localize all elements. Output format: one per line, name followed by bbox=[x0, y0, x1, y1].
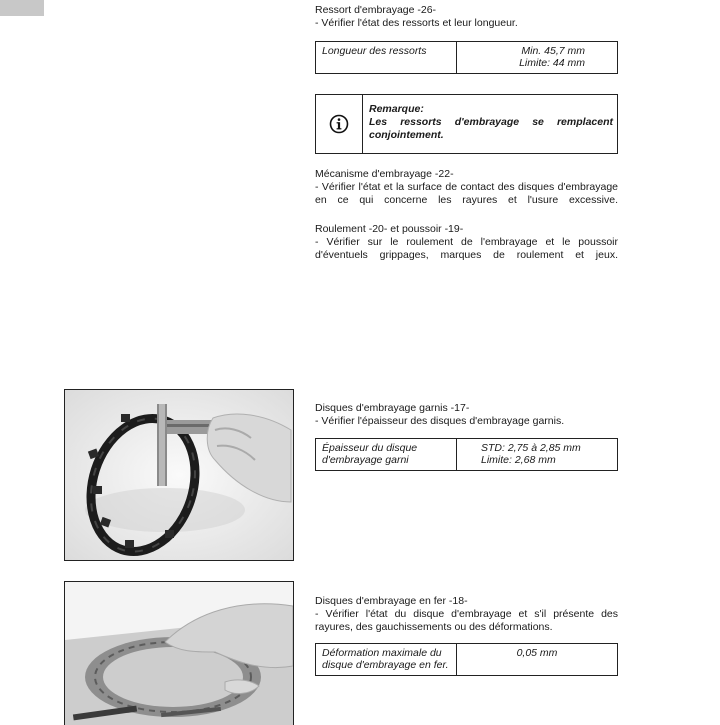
springs-section bbox=[315, 4, 618, 30]
remark-line-1: Les ressorts d'embrayage se remplacent bbox=[369, 116, 613, 128]
lined-discs-spec-label bbox=[316, 439, 457, 471]
iron-disc-photo bbox=[64, 581, 294, 725]
lined-discs-spec-table bbox=[315, 438, 618, 471]
springs-heading: Ressort d'embrayage -26- bbox=[315, 4, 437, 16]
page-corner-tab bbox=[0, 0, 44, 16]
lined-discs-spec-label-2: d'embrayage garni bbox=[322, 454, 409, 466]
iron-discs-spec-value: 0,05 mm bbox=[457, 644, 618, 676]
remark-box bbox=[315, 94, 618, 154]
iron-discs-spec-label-1: Déformation maximale du bbox=[322, 647, 442, 659]
mechanism-line-2: en ce qui concerne les rayures et l'usure excessive. bbox=[315, 194, 618, 206]
bearing-line-1: - Vérifier sur le roulement de l'embrayage et le poussoir bbox=[315, 236, 618, 248]
iron-discs-line-2: rayures, des gauchissements ou des déformations. bbox=[315, 621, 553, 633]
springs-spec-label: Longueur des ressorts bbox=[316, 42, 457, 74]
remark-line-2: conjointement. bbox=[369, 129, 444, 141]
lined-discs-instruction: - Vérifier l'épaisseur des disques d'embrayage garnis. bbox=[315, 415, 565, 427]
iron-discs-section bbox=[315, 595, 618, 634]
lined-discs-spec-values bbox=[457, 439, 618, 471]
lined-discs-heading: Disques d'embrayage garnis -17- bbox=[315, 402, 470, 414]
lined-discs-spec-limit: Limite: 2,68 mm bbox=[481, 454, 556, 466]
springs-spec-table bbox=[315, 41, 618, 74]
lined-discs-section bbox=[315, 402, 618, 428]
info-icon bbox=[329, 114, 349, 134]
caliper-disc-photo bbox=[64, 389, 294, 561]
bearing-line-2: d'éventuels grippages, marques de roulement et jeux. bbox=[315, 249, 618, 261]
mechanism-heading: Mécanisme d'embrayage -22- bbox=[315, 168, 454, 180]
springs-spec-values bbox=[457, 42, 618, 74]
iron-discs-heading: Disques d'embrayage en fer -18- bbox=[315, 595, 468, 607]
springs-instruction: - Vérifier l'état des ressorts et leur longueur. bbox=[315, 17, 518, 29]
lined-discs-spec-std: STD: 2,75 à 2,85 mm bbox=[481, 442, 581, 454]
mechanism-section bbox=[315, 168, 618, 207]
mechanism-line-1: - Vérifier l'état et la surface de contact des disques d'embrayage bbox=[315, 181, 618, 193]
iron-discs-spec-label-2: disque d'embrayage en fer. bbox=[322, 659, 449, 671]
bearing-section bbox=[315, 223, 618, 262]
remark-title: Remarque: bbox=[369, 103, 424, 115]
lined-discs-spec-label-1: Épaisseur du disque bbox=[322, 442, 418, 454]
iron-discs-spec-table bbox=[315, 643, 618, 676]
iron-discs-line-1: - Vérifier l'état du disque d'embrayage et s'il présente des bbox=[315, 608, 618, 620]
remark-text bbox=[363, 95, 617, 153]
iron-discs-spec-label bbox=[316, 644, 457, 676]
springs-spec-min: Min. 45,7 mm bbox=[521, 45, 585, 57]
remark-icon-cell bbox=[316, 95, 363, 153]
bearing-heading: Roulement -20- et poussoir -19- bbox=[315, 223, 464, 235]
springs-spec-limit: Limite: 44 mm bbox=[519, 57, 585, 69]
